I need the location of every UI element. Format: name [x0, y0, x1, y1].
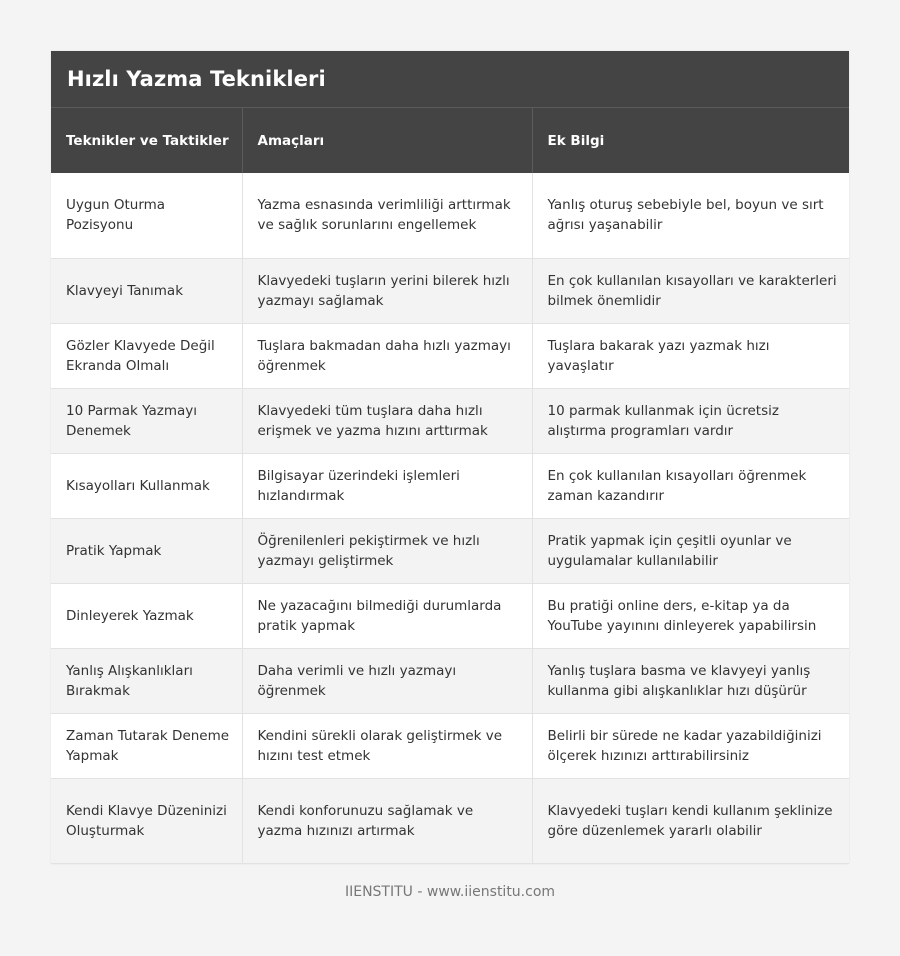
table-cell: Kısayolları Kullanmak	[51, 453, 242, 518]
techniques-table	[51, 108, 849, 864]
table-cell: Klavyedeki tuşların yerini bilerek hızlı yazmayı sağlamak	[242, 258, 532, 323]
table-cell: Dinleyerek Yazmak	[51, 583, 242, 648]
table-row	[51, 173, 849, 258]
table-cell: Bilgisayar üzerindeki işlemleri hızlandırmak	[242, 453, 532, 518]
table-cell: Kendini sürekli olarak geliştirmek ve hızını test etmek	[242, 713, 532, 778]
table-row	[51, 388, 849, 453]
table-row	[51, 778, 849, 863]
column-header-purposes: Amaçları	[242, 108, 532, 173]
table-cell: Yanlış tuşlara basma ve klavyeyi yanlış kullanma gibi alışkanlıklar hızı düşürür	[532, 648, 849, 713]
table-row	[51, 583, 849, 648]
table-cell: Öğrenilenleri pekiştirmek ve hızlı yazmayı geliştirmek	[242, 518, 532, 583]
table-cell: Ne yazacağını bilmediği durumlarda pratik yapmak	[242, 583, 532, 648]
table-row	[51, 258, 849, 323]
table-cell: Yanlış Alışkanlıkları Bırakmak	[51, 648, 242, 713]
table-cell: En çok kullanılan kısayolları ve karakterleri bilmek önemlidir	[532, 258, 849, 323]
table-cell: Belirli bir sürede ne kadar yazabildiğinizi ölçerek hızınızı arttırabilirsiniz	[532, 713, 849, 778]
footer-credit: IIENSTITU - www.iienstitu.com	[344, 884, 556, 900]
table-cell: Yazma esnasında verimliliği arttırmak ve sağlık sorunlarını engellemek	[242, 173, 532, 258]
table-cell: 10 Parmak Yazmayı Denemek	[51, 388, 242, 453]
column-header-techniques: Teknikler ve Taktikler	[51, 108, 242, 173]
table-cell: Pratik Yapmak	[51, 518, 242, 583]
table-row	[51, 648, 849, 713]
table-cell: Gözler Klavyede Değil Ekranda Olmalı	[51, 323, 242, 388]
table-row	[51, 713, 849, 778]
table-cell: Zaman Tutarak Deneme Yapmak	[51, 713, 242, 778]
table-row	[51, 518, 849, 583]
table-cell: Bu pratiği online ders, e-kitap ya da YouTube yayınını dinleyerek yapabilirsin	[532, 583, 849, 648]
table-cell: Yanlış oturuş sebebiyle bel, boyun ve sırt ağrısı yaşanabilir	[532, 173, 849, 258]
table-cell: En çok kullanılan kısayolları öğrenmek zaman kazandırır	[532, 453, 849, 518]
table-cell: Uygun Oturma Pozisyonu	[51, 173, 242, 258]
table-row	[51, 323, 849, 388]
table-cell: Klavyeyi Tanımak	[51, 258, 242, 323]
table-cell: Tuşlara bakarak yazı yazmak hızı yavaşlatır	[532, 323, 849, 388]
column-header-extra-info: Ek Bilgi	[532, 108, 849, 173]
table-cell: Tuşlara bakmadan daha hızlı yazmayı öğrenmek	[242, 323, 532, 388]
table-cell: 10 parmak kullanmak için ücretsiz alıştırma programları vardır	[532, 388, 849, 453]
table-header-row	[51, 108, 849, 173]
table-card	[51, 51, 849, 864]
table-cell: Kendi konforunuzu sağlamak ve yazma hızınızı artırmak	[242, 778, 532, 863]
table-cell: Daha verimli ve hızlı yazmayı öğrenmek	[242, 648, 532, 713]
page-title: Hızlı Yazma Teknikleri	[67, 67, 326, 91]
table-cell: Klavyedeki tuşları kendi kullanım şeklinize göre düzenlemek yararlı olabilir	[532, 778, 849, 863]
title-bar	[51, 51, 849, 108]
table-cell: Kendi Klavye Düzeninizi Oluşturmak	[51, 778, 242, 863]
table-row	[51, 453, 849, 518]
table-cell: Klavyedeki tüm tuşlara daha hızlı erişmek ve yazma hızını arttırmak	[242, 388, 532, 453]
table-cell: Pratik yapmak için çeşitli oyunlar ve uygulamalar kullanılabilir	[532, 518, 849, 583]
